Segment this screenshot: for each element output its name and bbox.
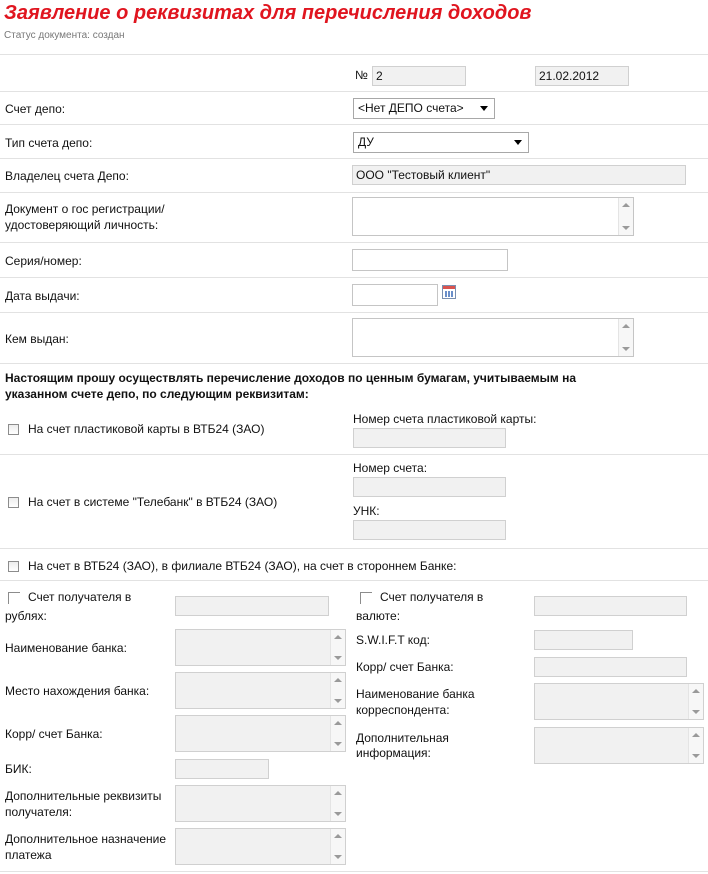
rub-account-checkbox[interactable] bbox=[8, 592, 20, 604]
extra-details-label-line2: получателя: bbox=[5, 805, 73, 819]
id-document-label-line1: Документ о гос регистрации/ bbox=[5, 202, 165, 216]
scroll-down-icon[interactable] bbox=[692, 754, 700, 758]
card-number-label: Номер счета пластиковой карты: bbox=[353, 412, 537, 426]
bank-location-textarea[interactable] bbox=[175, 672, 346, 709]
chevron-down-icon bbox=[514, 140, 522, 145]
request-text-line1: Настоящим прошу осуществлять перечисление доходов по ценным бумагам, учитываемым на bbox=[5, 371, 577, 385]
chevron-down-icon bbox=[480, 106, 488, 111]
left-corr-account-textarea[interactable] bbox=[175, 715, 346, 752]
scroll-down-icon[interactable] bbox=[692, 710, 700, 714]
currency-account-label-line2: валюте: bbox=[356, 609, 401, 623]
extra-info-label-line2: информация: bbox=[356, 746, 431, 760]
extra-details-textarea[interactable] bbox=[175, 785, 346, 822]
document-number-field[interactable] bbox=[372, 66, 466, 86]
extra-purpose-label-line1: Дополнительное назначение bbox=[5, 832, 167, 846]
rub-account-label-line2: рублях: bbox=[5, 609, 47, 623]
scroll-down-icon[interactable] bbox=[334, 699, 342, 703]
scroll-down-icon[interactable] bbox=[334, 656, 342, 660]
scroll-up-icon[interactable] bbox=[334, 834, 342, 838]
issued-by-label: Кем выдан: bbox=[5, 332, 69, 346]
bank-name-textarea[interactable] bbox=[175, 629, 346, 666]
bank-name-label: Наименование банка: bbox=[5, 641, 127, 655]
divider bbox=[0, 580, 708, 581]
issue-date-label: Дата выдачи: bbox=[5, 289, 80, 303]
telebank-option-label: На счет в системе "Телебанк" в ВТБ24 (ЗАО) bbox=[28, 495, 278, 509]
extra-purpose-textarea[interactable] bbox=[175, 828, 346, 865]
depo-type-label: Тип счета депо: bbox=[5, 136, 93, 150]
divider bbox=[0, 871, 708, 872]
scrollbar[interactable] bbox=[330, 829, 345, 864]
scroll-down-icon[interactable] bbox=[622, 226, 630, 230]
scroll-up-icon[interactable] bbox=[334, 791, 342, 795]
bik-label: БИК: bbox=[5, 762, 32, 776]
depo-account-select[interactable] bbox=[353, 98, 495, 119]
calendar-icon[interactable] bbox=[442, 285, 456, 299]
scroll-down-icon[interactable] bbox=[334, 742, 342, 746]
account-number-field[interactable] bbox=[353, 477, 506, 497]
rub-account-label-line1: Счет получателя в bbox=[28, 590, 132, 604]
right-corr-account-label: Корр/ счет Банка: bbox=[356, 660, 454, 674]
divider bbox=[0, 242, 708, 243]
divider bbox=[0, 312, 708, 313]
document-status: Статус документа: создан bbox=[4, 30, 125, 41]
divider bbox=[0, 124, 708, 125]
currency-account-checkbox[interactable] bbox=[360, 592, 372, 604]
extra-info-label-line1: Дополнительная bbox=[356, 731, 449, 745]
scroll-up-icon[interactable] bbox=[334, 635, 342, 639]
scroll-up-icon[interactable] bbox=[692, 733, 700, 737]
divider bbox=[0, 548, 708, 549]
owner-field[interactable] bbox=[352, 165, 686, 185]
depo-account-label: Счет депо: bbox=[5, 102, 66, 116]
swift-field[interactable] bbox=[534, 630, 633, 650]
scrollbar[interactable] bbox=[330, 630, 345, 665]
scroll-down-icon[interactable] bbox=[334, 855, 342, 859]
depo-type-select[interactable] bbox=[353, 132, 529, 153]
issue-date-input[interactable] bbox=[352, 284, 438, 306]
divider bbox=[0, 192, 708, 193]
bank-location-label: Место нахождения банка: bbox=[5, 684, 150, 698]
scrollbar[interactable] bbox=[330, 786, 345, 821]
id-document-textarea[interactable] bbox=[352, 197, 634, 236]
number-label: № bbox=[355, 68, 368, 82]
corr-bank-label-line2: корреспондента: bbox=[356, 703, 450, 717]
scroll-up-icon[interactable] bbox=[692, 689, 700, 693]
request-text-line2: указанном счете депо, по следующим реквизитам: bbox=[5, 387, 309, 401]
scroll-up-icon[interactable] bbox=[334, 678, 342, 682]
series-number-input[interactable] bbox=[352, 249, 508, 271]
scrollbar[interactable] bbox=[618, 319, 633, 356]
telebank-option-checkbox[interactable] bbox=[8, 497, 19, 508]
issued-by-textarea[interactable] bbox=[352, 318, 634, 357]
card-option-label: На счет пластиковой карты в ВТБ24 (ЗАО) bbox=[28, 422, 265, 436]
scroll-up-icon[interactable] bbox=[334, 721, 342, 725]
card-number-field[interactable] bbox=[353, 428, 506, 448]
depo-type-select-value: ДУ bbox=[358, 135, 374, 149]
depo-account-select-value: <Нет ДЕПО счета> bbox=[358, 101, 464, 115]
divider bbox=[0, 277, 708, 278]
account-number-label: Номер счета: bbox=[353, 461, 428, 475]
right-corr-account-field[interactable] bbox=[534, 657, 687, 677]
divider bbox=[0, 363, 708, 364]
other-bank-option-checkbox[interactable] bbox=[8, 561, 19, 572]
scroll-up-icon[interactable] bbox=[622, 324, 630, 328]
owner-label: Владелец счета Депо: bbox=[5, 169, 129, 183]
extra-details-label-line1: Дополнительные реквизиты bbox=[5, 789, 162, 803]
swift-label: S.W.I.F.T код: bbox=[356, 633, 430, 647]
corr-bank-label-line1: Наименование банка bbox=[356, 687, 475, 701]
scrollbar[interactable] bbox=[330, 716, 345, 751]
id-document-label-line2: удостоверяющий личность: bbox=[5, 218, 159, 232]
other-bank-option-label: На счет в ВТБ24 (ЗАО), в филиале ВТБ24 (ЗАО), на счет в стороннем Банке: bbox=[28, 559, 457, 573]
unk-label: УНК: bbox=[353, 504, 380, 518]
scroll-down-icon[interactable] bbox=[622, 347, 630, 351]
currency-account-label-line1: Счет получателя в bbox=[380, 590, 484, 604]
page-title: Заявление о реквизитах для перечисления доходов bbox=[4, 2, 532, 24]
scrollbar[interactable] bbox=[688, 684, 703, 719]
series-label: Серия/номер: bbox=[5, 254, 82, 268]
scrollbar[interactable] bbox=[330, 673, 345, 708]
scroll-down-icon[interactable] bbox=[334, 812, 342, 816]
scrollbar[interactable] bbox=[688, 728, 703, 763]
currency-account-field[interactable] bbox=[534, 596, 687, 616]
left-corr-account-label: Корр/ счет Банка: bbox=[5, 727, 103, 741]
divider bbox=[0, 158, 708, 159]
corr-bank-textarea[interactable] bbox=[534, 683, 704, 720]
document-date-field[interactable] bbox=[535, 66, 629, 86]
scroll-up-icon[interactable] bbox=[622, 203, 630, 207]
divider bbox=[0, 91, 708, 92]
extra-purpose-label-line2: платежа bbox=[5, 848, 52, 862]
unk-field[interactable] bbox=[353, 520, 506, 540]
divider bbox=[0, 454, 708, 455]
rub-account-field[interactable] bbox=[175, 596, 329, 616]
extra-info-textarea[interactable] bbox=[534, 727, 704, 764]
scrollbar[interactable] bbox=[618, 198, 633, 235]
bik-field[interactable] bbox=[175, 759, 269, 779]
divider bbox=[0, 54, 708, 55]
card-option-checkbox[interactable] bbox=[8, 424, 19, 435]
